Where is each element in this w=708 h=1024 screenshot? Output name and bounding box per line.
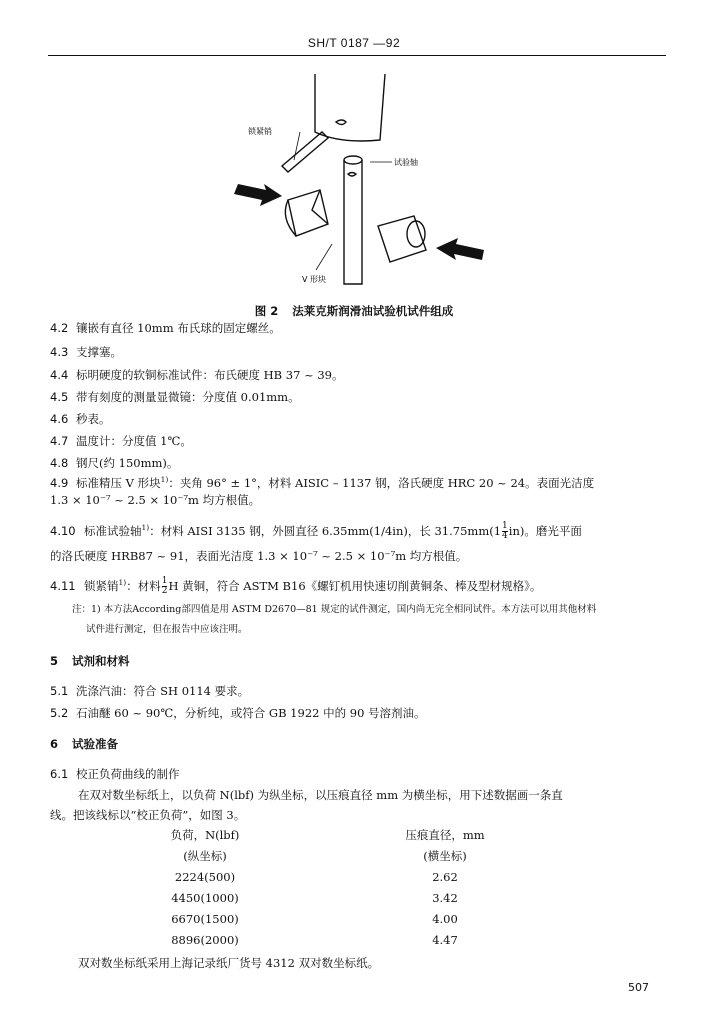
item-4-5: 4.5 带有刻度的测量显微镜：分度值 0.01mm。 xyxy=(50,390,300,404)
item-4-3: 4.3 支撑塞。 xyxy=(50,345,122,359)
fraction-quarter: $\frac{1}{4}$ xyxy=(502,521,508,542)
item-4-10: 4.10 标准试验轴$^{1)}$：材料 AISI 3135 钢，外圆直径 6.35mm(1/4in)，长 31.75mm(1 $\frac{1}{4}$ in)。磨光平面 xyxy=(50,521,582,542)
chuck-body xyxy=(315,74,385,141)
v-block-right xyxy=(378,216,426,262)
figure-caption xyxy=(0,303,708,319)
item-6-1: 6.1 校正负荷曲线的制作 xyxy=(50,767,180,781)
figure-2-specimen-assembly xyxy=(220,74,500,294)
running-header: SH/T 0187 —92 xyxy=(307,36,401,50)
table-header-diameter: 压痕直径，mm xyxy=(405,828,485,842)
shaft-pin-hole xyxy=(348,173,356,177)
table-row-4-load: 8896(2000) xyxy=(171,933,239,947)
note-line-1: 注：1) 本方法According部四值是用 ASTM D2670—81 规定的试件测定，国内尚无完全相同试件。本方法可以用其他材料 xyxy=(72,604,597,615)
table-header-load: 负荷，N(lbf) xyxy=(170,828,240,842)
table-row-1-dia: 2.62 xyxy=(432,870,458,884)
section-5-heading: 5 试剂和材料 xyxy=(50,654,130,668)
table-row-4-dia: 4.47 xyxy=(432,933,458,947)
label-v-block: V 形块 xyxy=(302,275,327,284)
section-6-heading: 6 试验准备 xyxy=(50,737,118,751)
table-row-3-dia: 4.00 xyxy=(432,912,458,926)
test-shaft-top xyxy=(344,156,362,164)
para-6-1-line-1: 在双对数坐标纸上，以负荷 N(lbf) 为纵坐标，以压痕直径 mm 为横坐标，用下述数据画一条直 xyxy=(78,788,563,802)
table-row-1-load: 2224(500) xyxy=(174,870,236,884)
page-number: 507 xyxy=(628,981,649,994)
item-5-1: 5.1 洗涤汽油：符合 SH 0114 要求。 xyxy=(50,684,250,698)
label-test-shaft: 试验轴 xyxy=(394,158,418,167)
test-shaft xyxy=(344,160,362,284)
item-4-8: 4.8 钢尺(约 150mm)。 xyxy=(50,456,179,470)
caption-label: 图 2 xyxy=(254,304,279,318)
table-sub-load: (纵坐标) xyxy=(183,849,227,863)
v-block-left xyxy=(288,190,328,236)
item-4-10-cont: 的洛氏硬度 HRB87 ~ 91，表面光洁度 1.3 × 10⁻⁷ ~ 2.5 × 10⁻⁷m 均方根值。 xyxy=(50,549,468,563)
item-4-6: 4.6 秒表。 xyxy=(50,412,111,426)
note-line-2: 试件进行测定，但在报告中应该注明。 xyxy=(86,624,248,635)
lock-pin xyxy=(282,132,328,172)
item-4-9-cont: 1.3 × 10⁻⁷ ~ 2.5 × 10⁻⁷m 均方根值。 xyxy=(50,493,261,507)
item-5-2: 5.2 石油醚 60 ~ 90℃，分析纯，或符合 GB 1922 中的 90 号溶剂油。 xyxy=(50,706,426,720)
table-sub-diameter: (横坐标) xyxy=(423,849,467,863)
chuck-hole xyxy=(336,120,346,125)
para-6-1-line-2: 线。把该线标以“校正负荷”，如图 3。 xyxy=(50,808,246,822)
table-row-2-dia: 3.42 xyxy=(432,891,458,905)
item-4-2: 4.2 镶嵌有直径 10mm 布氏球的固定螺丝。 xyxy=(50,321,281,335)
table-row-3-load: 6670(1500) xyxy=(171,912,239,926)
arrow-right-icon xyxy=(436,238,484,260)
item-4-9: 4.9 标准精压 V 形块$^{1)}$：夹角 96° ± 1°，材料 AISIC – 1137 钢，洛氏硬度 HRC 20 ~ 24。表面光洁度 xyxy=(50,475,595,490)
item-4-7: 4.7 温度计：分度值 1℃。 xyxy=(50,434,192,448)
arrow-left-icon xyxy=(234,184,282,206)
label-lock-pin: 锁紧销 xyxy=(248,127,272,136)
item-4-4: 4.4 标明硬度的软铜标准试件：布氏硬度 HB 37 ~ 39。 xyxy=(50,368,344,382)
caption-text: 法莱克斯润滑油试验机试件组成 xyxy=(292,304,454,318)
footer-note: 双对数坐标纸采用上海记录纸厂货号 4312 双对数坐标纸。 xyxy=(78,956,380,970)
table-row-2-load: 4450(1000) xyxy=(171,891,239,905)
header-rule xyxy=(48,55,666,56)
fraction-half: $\frac{1}{2}$ xyxy=(161,576,168,597)
item-4-11: 4.11 锁紧销$^{1)}$：材料 $\frac{1}{2}$ H 黄铜，符合 ASTM B16《螺钉机用快速切削黄铜条、棒及型材规格》。 xyxy=(50,576,542,597)
